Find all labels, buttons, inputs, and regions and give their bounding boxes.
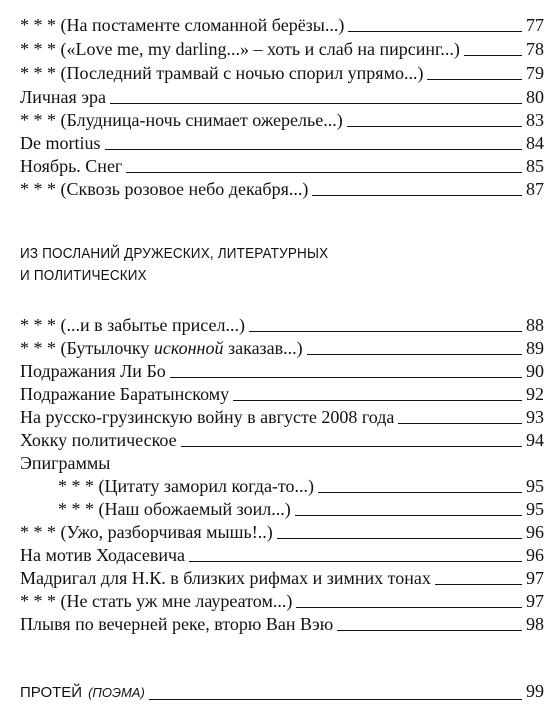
entry-page: 96 [526,545,544,565]
entry-title: * * * («Love me, my darling...» – хоть и слаб на пирсинг...) [20,39,460,59]
entry-title: * * * (Наш обожаемый зоил...) [58,499,291,519]
entry-title: Хокку политическое [20,430,177,450]
entry-title: De mortius [20,133,101,153]
toc-entry [20,86,544,108]
toc-subentry [58,498,544,520]
entry-page: 89 [526,338,544,358]
dot-leader [347,126,522,127]
dot-leader [170,377,522,378]
entry-title: На мотив Ходасевича [20,545,186,565]
entry-page: 96 [526,522,544,542]
dot-leader [277,538,522,539]
entry-page: 98 [526,614,544,634]
toc-entry [20,544,544,566]
entry-page: 83 [526,110,544,130]
dot-leader [337,630,522,631]
toc-entry [20,521,544,543]
toc-entry [20,178,544,200]
toc-entry [20,314,544,336]
entry-page: 84 [526,133,544,153]
section-note: (ПОЭМА) [88,685,145,700]
dot-leader [149,699,522,700]
toc-entry [20,132,544,154]
entry-title: Ноябрь. Снег [20,156,123,176]
entry-page: 78 [526,39,544,59]
dot-leader [464,55,522,56]
toc-entry [20,360,544,382]
entry-title: На русско-грузинскую войну в августе 2008 года [20,407,395,427]
section-heading-line-2: И ПОЛИТИЧЕСКИХ [20,267,147,284]
dot-leader [348,31,522,32]
epigrams-label: Эпиграммы [20,453,111,473]
entry-page: 94 [526,430,544,450]
dot-leader [295,515,522,516]
entry-title: * * * (Последний трамвай с ночью спорил упрямо...) [20,63,424,83]
entry-page: 97 [526,591,544,611]
toc-entry [20,429,544,451]
entry-page: 93 [526,407,544,427]
toc-entry [20,62,544,84]
dot-leader [296,607,522,608]
dot-leader [110,103,522,104]
entry-title [20,337,303,359]
dot-leader [233,400,522,401]
dot-leader [427,79,522,80]
entry-title-part: * * * (Бутылочку [20,338,154,358]
toc-entry [20,590,544,612]
entry-page: 97 [526,568,544,588]
dot-leader [126,172,522,173]
entry-title: * * * (Ужо, разборчивая мышь!..) [20,522,273,542]
dot-leader [318,492,522,493]
entry-title: * * * (Не стать уж мне лауреатом...) [20,591,293,611]
dot-leader [312,195,522,196]
entry-page: 95 [526,499,544,519]
entry-title: Подражания Ли Бо [20,361,166,381]
dot-leader [435,584,522,585]
entry-page: 95 [526,476,544,496]
entry-page: 77 [526,15,544,35]
entry-title [20,682,145,704]
entry-title: * * * (На постаменте сломанной берёзы...) [20,15,345,35]
entry-page: 90 [526,361,544,381]
toc-entry [20,14,544,36]
toc-entry [20,383,544,405]
entry-title: * * * (Блудница-ночь снимает ожерелье...) [20,110,343,130]
dot-leader [398,423,522,424]
entry-page: 87 [526,179,544,199]
section-title: ПРОТЕЙ [20,684,83,701]
entry-title: Подражание Баратынскому [20,384,230,404]
toc-entry [20,567,544,589]
entry-page: 85 [526,156,544,176]
entry-title: * * * (...и в забытье присел...) [20,315,245,335]
toc-entry [20,155,544,177]
entry-title: Личная эра [20,87,107,107]
entry-title-part: заказав...) [223,338,303,358]
entry-page: 80 [526,87,544,107]
dot-leader [105,149,523,150]
entry-title-italic: исконной [153,338,224,358]
entry-title: * * * (Сквозь розовое небо декабря...) [20,179,309,199]
entry-title: Плывя по вечерней реке, вторю Ван Вэю [20,614,334,634]
toc-entry [20,613,544,635]
entry-title: * * * (Цитату заморил когда-то...) [58,476,315,496]
entry-page: 79 [526,63,544,83]
dot-leader [181,446,522,447]
entry-page: 99 [526,681,544,701]
entry-title: Мадригал для Н.К. в близких рифмах и зимних тонах [20,568,431,588]
toc-entry [20,337,544,359]
toc-entry [20,109,544,131]
toc-entry [20,406,544,428]
toc-section-entry [20,680,544,704]
entry-page: 88 [526,315,544,335]
entry-page: 92 [526,384,544,404]
toc-subentry [58,475,544,497]
section-heading-line-1: ИЗ ПОСЛАНИЙ ДРУЖЕСКИХ, ЛИТЕРАТУРНЫХ [20,245,329,262]
dot-leader [189,561,522,562]
dot-leader [307,354,522,355]
toc-entry [20,38,544,60]
dot-leader [249,331,522,332]
